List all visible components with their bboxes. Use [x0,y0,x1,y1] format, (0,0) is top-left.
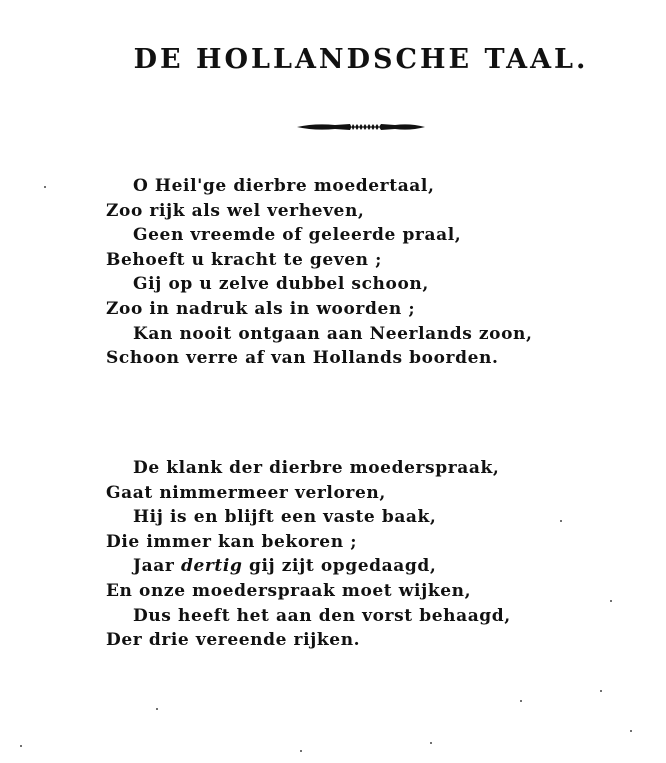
poem-line: Zoo rijk als wel verheven, [106,200,365,221]
speck [44,186,46,188]
speck [610,600,612,602]
poem-line: En onze moederspraak moet wijken, [106,580,472,601]
stanza-2 [106,456,511,653]
poem-line: Geen vreemde of geleerde praal, [133,225,462,246]
poem-title: DE HOLLANDSCHE TAAL. [133,44,589,75]
ornament-divider-icon [295,118,427,136]
speck [600,690,602,692]
speck [520,700,522,702]
poem-line: Gij op u zelve dubbel schoon, [133,274,429,295]
speck [560,520,562,522]
poem-line: Gaat nimmermeer verloren, [106,482,386,503]
poem-line: Behoeft u kracht te geven ; [106,249,383,270]
speck [630,730,632,732]
poem-line [106,554,511,579]
poem-line: Dus heeft het aan den vorst behaagd, [133,605,511,626]
poem-line: O Heil'ge dierbre moedertaal, [133,176,435,196]
poem-line: Der drie vereende rijken. [106,630,361,651]
poem-line: De klank der dierbre moederspraak, [133,458,500,478]
poem-line: Die immer kan bekoren ; [106,531,358,552]
speck [300,750,302,752]
poem-line: Schoon verre af van Hollands boorden. [106,348,499,369]
speck [20,745,22,747]
poem-line: Zoo in nadruk als in woorden ; [106,298,416,319]
poem-line-start: Jaar [133,556,175,577]
poem-line-end: gij zijt opgedaagd, [248,556,437,577]
speck [156,708,158,710]
emphasized-word: dertig [180,556,243,577]
poem-line: Kan nooit ontgaan aan Neerlands zoon, [133,323,533,344]
poem-line: Hij is en blijft een vaste baak, [133,507,437,528]
stanza-1 [106,174,533,371]
speck [430,742,432,744]
